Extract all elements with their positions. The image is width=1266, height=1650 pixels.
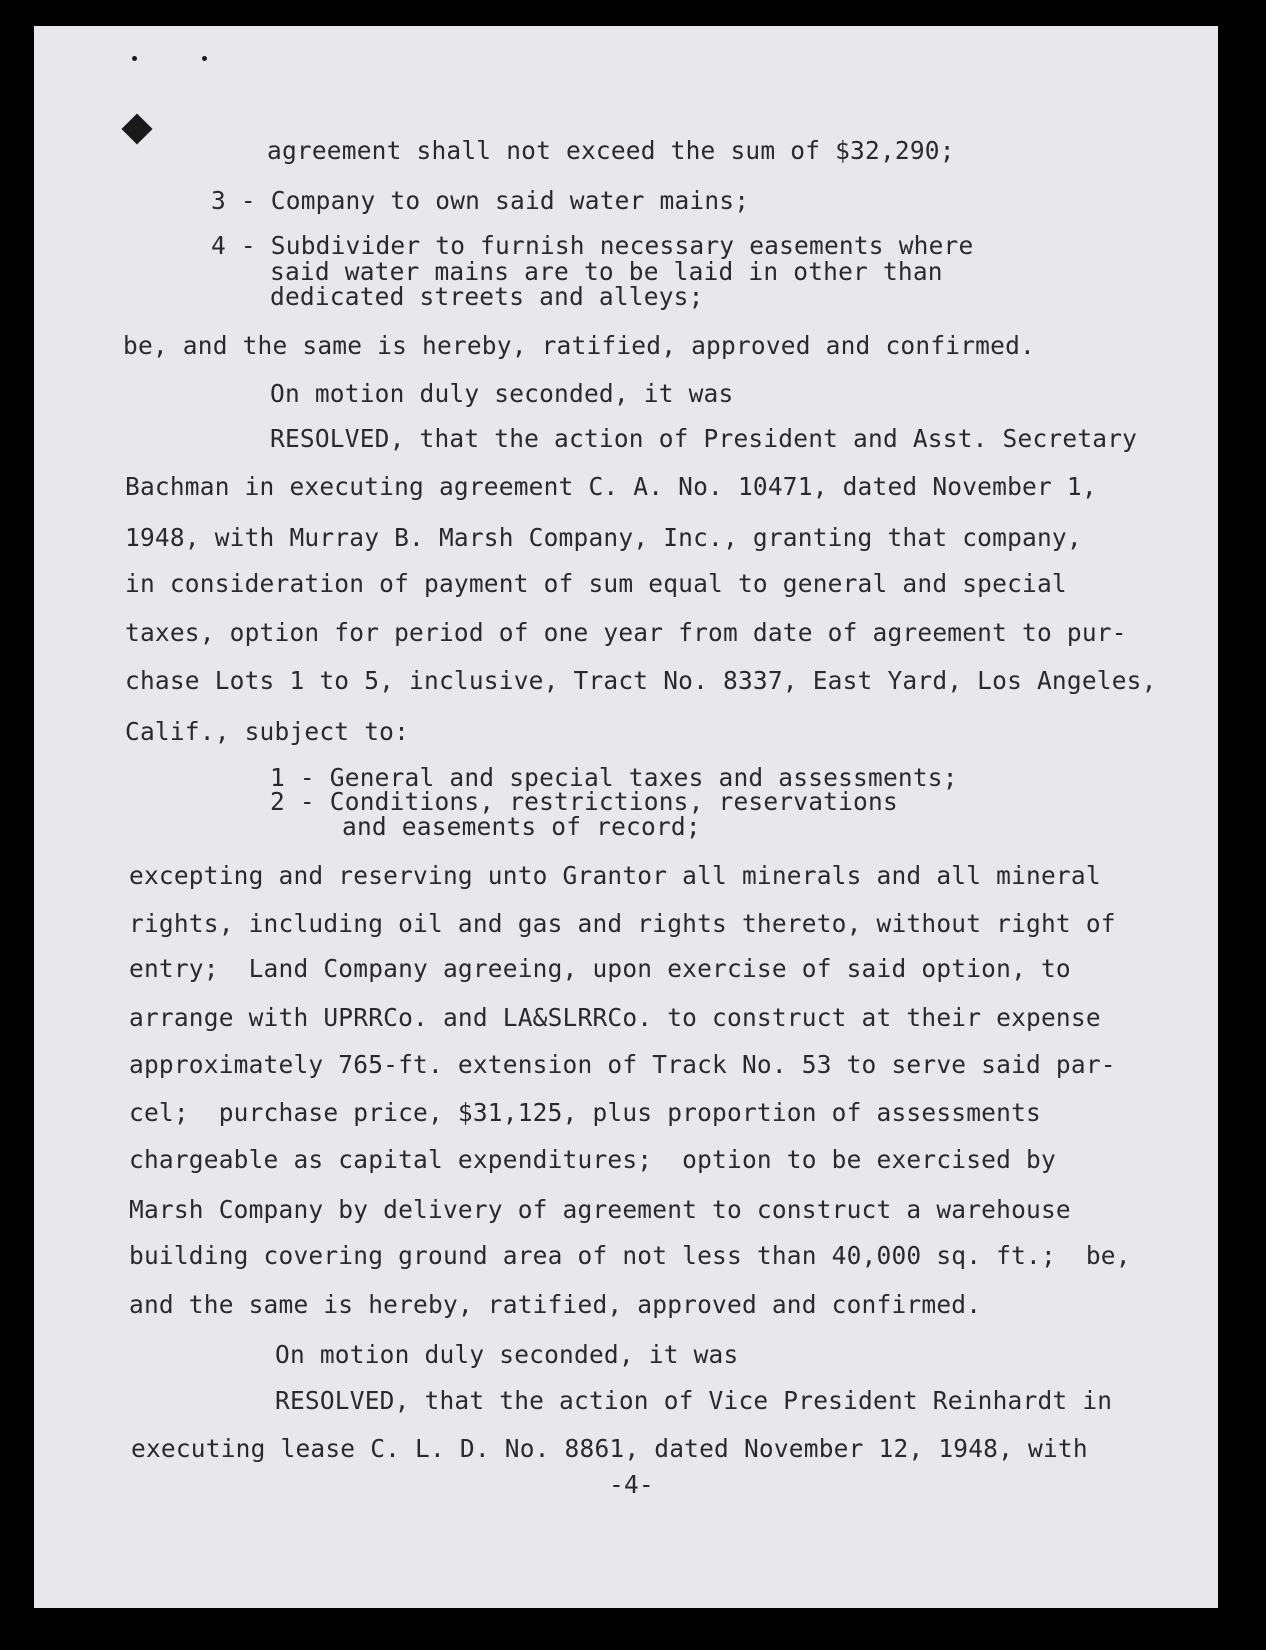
list-item-4-line-2: said water mains are to be laid in other than bbox=[270, 257, 943, 286]
body-line-1: excepting and reserving unto Grantor all minerals and all mineral bbox=[129, 861, 1101, 890]
page-number: -4- bbox=[609, 1470, 654, 1499]
list-item-4-line-3: dedicated streets and alleys; bbox=[270, 282, 704, 311]
subject-item-1: 1 - General and special taxes and assessments; bbox=[270, 763, 958, 792]
document-page bbox=[34, 26, 1218, 1608]
body-line-10: and the same is hereby, ratified, approved and confirmed. bbox=[129, 1290, 982, 1319]
body-line-3: entry; Land Company agreeing, upon exercise of said option, to bbox=[129, 954, 1071, 983]
resolution-1-line-1: RESOLVED, that the action of President and Asst. Secretary bbox=[270, 424, 1138, 453]
motion-line-1: On motion duly seconded, it was bbox=[270, 379, 734, 408]
body-line-7: chargeable as capital expenditures; option to be exercised by bbox=[129, 1145, 1056, 1174]
motion-line-2: On motion duly seconded, it was bbox=[275, 1340, 739, 1369]
body-line-6: cel; purchase price, $31,125, plus proportion of assessments bbox=[129, 1098, 1041, 1127]
resolution-1-line-2: Bachman in executing agreement C. A. No. 10471, dated November 1, bbox=[125, 472, 1097, 501]
body-line-8: Marsh Company by delivery of agreement to construct a warehouse bbox=[129, 1195, 1071, 1224]
subject-item-2-cont: and easements of record; bbox=[342, 812, 701, 841]
resolution-1-line-6: chase Lots 1 to 5, inclusive, Tract No. 8337, East Yard, Los Angeles, bbox=[125, 666, 1157, 695]
resolution-1-line-3: 1948, with Murray B. Marsh Company, Inc., granting that company, bbox=[125, 523, 1082, 552]
resolution-1-line-7: Calif., subject to: bbox=[125, 717, 410, 746]
list-item-3: 3 - Company to own said water mains; bbox=[211, 186, 750, 215]
body-line-2: rights, including oil and gas and rights thereto, without right of bbox=[129, 909, 1116, 938]
body-line-4: arrange with UPRRCo. and LA&SLRRCo. to construct at their expense bbox=[129, 1003, 1101, 1032]
ratification-line-1: be, and the same is hereby, ratified, approved and confirmed. bbox=[123, 331, 1035, 360]
resolution-2-line-2: executing lease C. L. D. No. 8861, dated November 12, 1948, with bbox=[131, 1434, 1088, 1463]
list-item-4-line-1: 4 - Subdivider to furnish necessary easements where bbox=[211, 231, 974, 260]
body-line-9: building covering ground area of not less than 40,000 sq. ft.; be, bbox=[129, 1241, 1131, 1270]
corner-mark bbox=[121, 113, 152, 144]
continuation-line: agreement shall not exceed the sum of $32,290; bbox=[267, 136, 955, 165]
resolution-1-line-4: in consideration of payment of sum equal to general and special bbox=[125, 569, 1067, 598]
punch-mark-right bbox=[202, 56, 207, 61]
punch-mark-left bbox=[132, 56, 137, 61]
body-line-5: approximately 765-ft. extension of Track No. 53 to serve said par- bbox=[129, 1050, 1116, 1079]
resolution-1-line-5: taxes, option for period of one year from date of agreement to pur- bbox=[125, 618, 1127, 647]
resolution-2-line-1: RESOLVED, that the action of Vice President Reinhardt in bbox=[275, 1386, 1113, 1415]
subject-item-2: 2 - Conditions, restrictions, reservations bbox=[270, 787, 898, 816]
